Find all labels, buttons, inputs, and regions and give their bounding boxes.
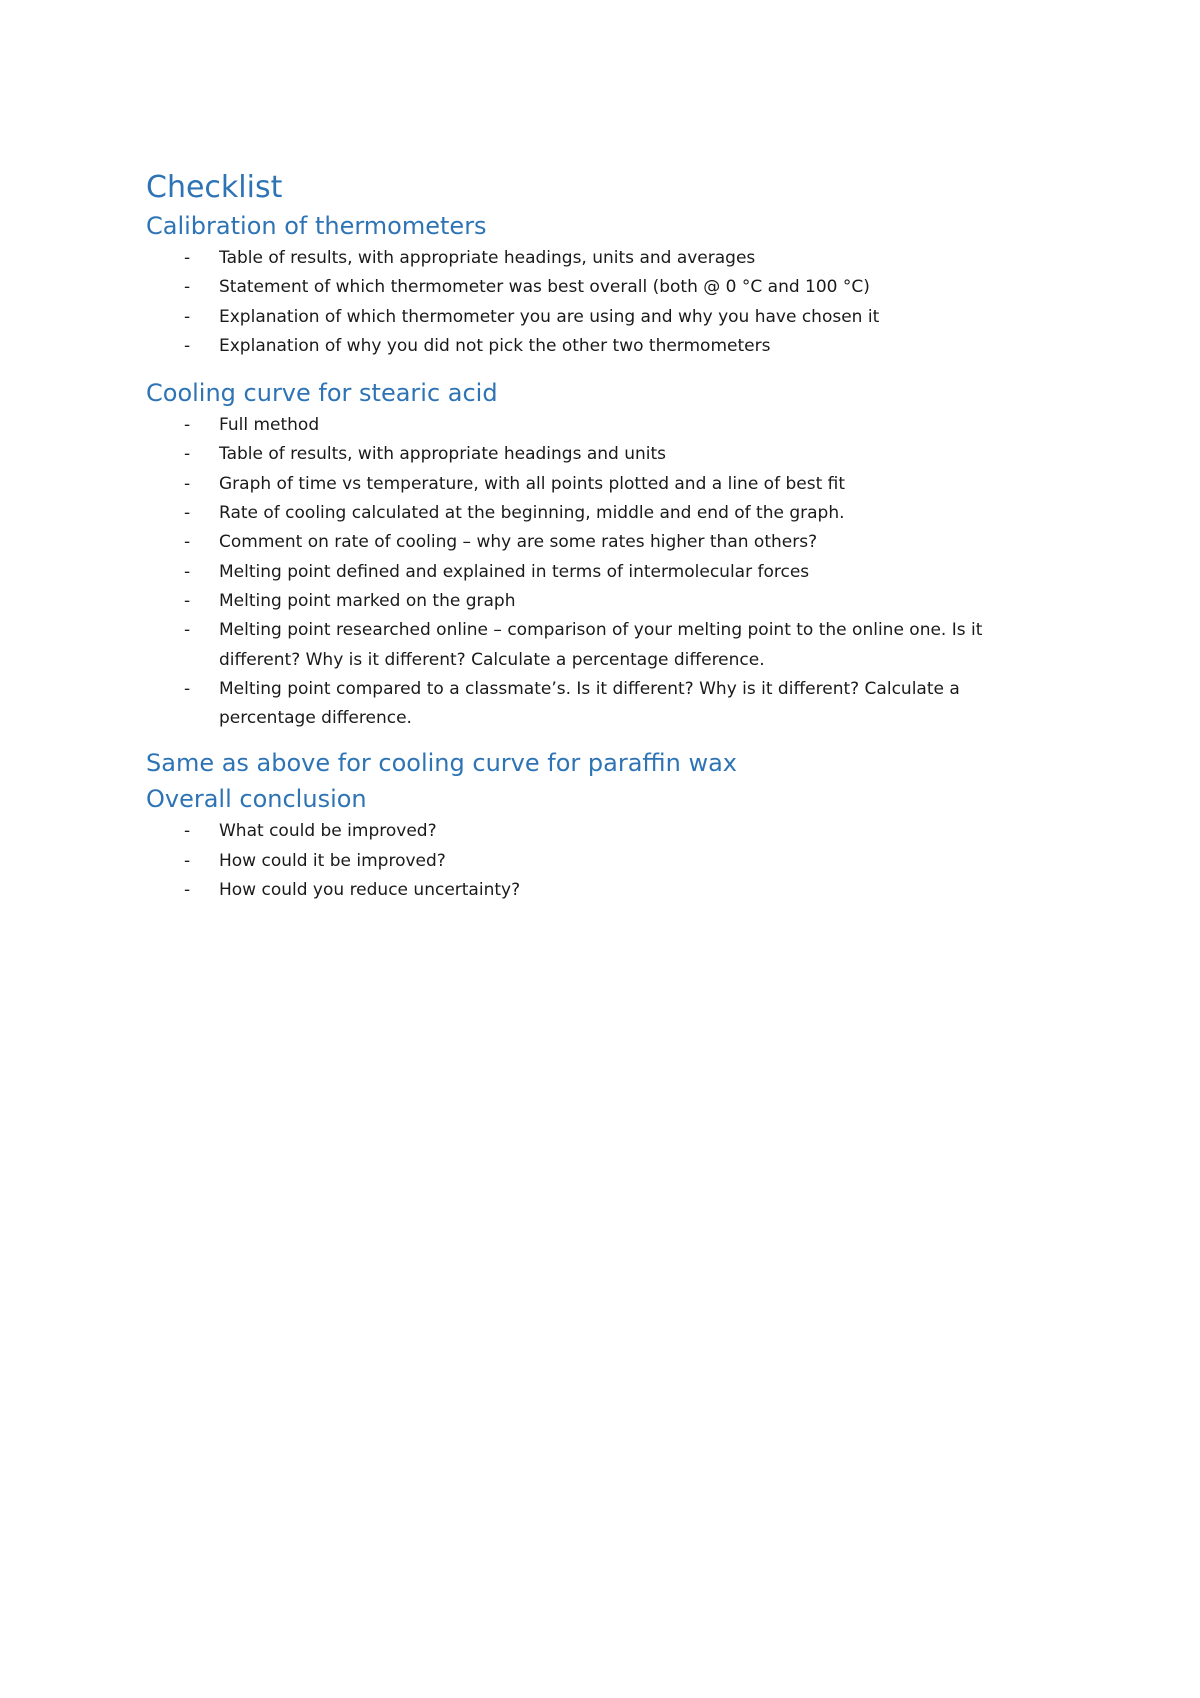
list-item (146, 499, 1046, 528)
list-item-text: Explanation of why you did not pick the other two thermometers (219, 335, 771, 356)
list-item-text: Melting point compared to a classmate’s. Is it different? Why is it different? Calculate a percentage difference. (219, 678, 960, 729)
list-item-text: Comment on rate of cooling – why are some rates higher than others? (219, 532, 818, 553)
bullet-dash: - (184, 678, 191, 699)
section-heading-stearic-acid: Cooling curve for stearic acid (146, 379, 498, 408)
list-item-text: Melting point researched online – comparison of your melting point to the online one. Is it different? Why is it different? Calculate a percentage difference. (219, 620, 983, 670)
list-item (146, 303, 1046, 332)
list-item-text: Statement of which thermometer was best overall (both @ 0 °C and 100 °C) (219, 277, 870, 298)
checklist-overall-conclusion (146, 817, 1046, 905)
list-item (146, 440, 1046, 469)
list-item-text: Melting point defined and explained in terms of intermolecular forces (219, 561, 810, 582)
section-heading-overall-conclusion: Overall conclusion (146, 785, 367, 814)
list-item (146, 273, 1046, 302)
list-item (146, 876, 1046, 905)
bullet-dash: - (184, 473, 191, 494)
list-item-text: How could you reduce uncertainty? (219, 880, 521, 901)
list-item-text: Full method (219, 415, 320, 436)
bullet-dash: - (184, 850, 191, 871)
list-item-text: Rate of cooling calculated at the beginning, middle and end of the graph. (219, 503, 845, 524)
bullet-dash: - (184, 532, 191, 553)
list-item (146, 411, 1046, 440)
bullet-dash: - (184, 277, 191, 298)
bullet-dash: - (184, 590, 191, 611)
bullet-dash: - (184, 821, 191, 842)
list-item (146, 847, 1046, 876)
list-item (146, 528, 1046, 557)
bullet-dash: - (184, 620, 191, 641)
checklist-stearic-acid (146, 411, 1046, 733)
list-item-text: What could be improved? (219, 821, 437, 842)
bullet-dash: - (184, 335, 191, 356)
page-title: Checklist (146, 170, 283, 205)
list-item-text: Table of results, with appropriate headings, units and averages (219, 248, 756, 268)
section-heading-paraffin-wax: Same as above for cooling curve for paraffin wax (146, 749, 737, 778)
bullet-dash: - (184, 415, 191, 436)
list-item (146, 675, 1046, 734)
list-item (146, 587, 1046, 616)
list-item (146, 817, 1046, 846)
checklist-calibration (146, 244, 1046, 361)
list-item-text: Melting point marked on the graph (219, 590, 516, 611)
bullet-dash: - (184, 444, 191, 465)
list-item (146, 244, 1046, 273)
list-item-text: How could it be improved? (219, 850, 446, 871)
list-item (146, 332, 1046, 361)
document-content (146, 168, 1046, 905)
list-item (146, 470, 1046, 499)
list-item-text: Graph of time vs temperature, with all points plotted and a line of best fit (219, 473, 846, 494)
bullet-dash: - (184, 880, 191, 901)
bullet-dash: - (184, 306, 191, 327)
section-heading-calibration: Calibration of thermometers (146, 212, 487, 240)
list-item (146, 558, 1046, 587)
bullet-dash: - (184, 248, 191, 268)
bullet-dash: - (184, 561, 191, 582)
list-item-text: Table of results, with appropriate headings and units (219, 444, 667, 465)
list-item-text: Explanation of which thermometer you are using and why you have chosen it (219, 306, 880, 327)
list-item (146, 616, 1046, 675)
bullet-dash: - (184, 503, 191, 524)
